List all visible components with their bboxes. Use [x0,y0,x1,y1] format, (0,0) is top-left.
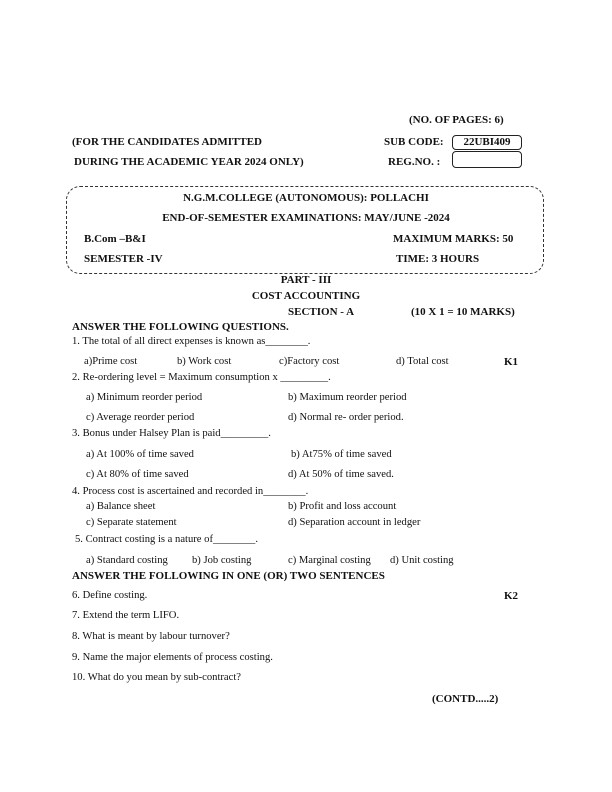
question-7: 7. Extend the term LIFO. [72,610,180,621]
exam-title: END-OF-SEMESTER EXAMINATIONS: MAY/JUNE -2024 [162,212,450,224]
exam-time: TIME: 3 HOURS [396,253,480,265]
sub-code-label: SUB CODE: [384,136,444,148]
programme: B.Com –B&I [84,233,146,245]
reg-no-label: REG.NO. : [388,156,441,168]
question-3: 3. Bonus under Halsey Plan is paid_________. [72,428,271,439]
question-6: 6. Define costing. [72,590,148,601]
max-marks: MAXIMUM MARKS: 50 [393,233,514,245]
q1-option-c: c)Factory cost [279,356,340,367]
q4-option-b: b) Profit and loss account [288,501,397,512]
question-10: 10. What do you mean by sub-contract? [72,672,241,683]
q4-option-a: a) Balance sheet [86,501,156,512]
q3-option-b: b) At75% of time saved [291,449,392,460]
section-a1-instruction: ANSWER THE FOLLOWING QUESTIONS. [72,321,289,333]
part-wrap [0,274,612,286]
q5-option-c: c) Marginal costing [288,555,371,566]
q4-option-c: c) Separate statement [86,517,177,528]
question-1: 1. The total of all direct expenses is known as________. [72,336,311,347]
semester: SEMESTER -IV [84,253,163,265]
subject-wrap [0,290,612,302]
question-8: 8. What is meant by labour turnover? [72,631,230,642]
page-count: (NO. OF PAGES: 6) [409,114,504,126]
admitted-note-line1: (FOR THE CANDIDATES ADMITTED [72,136,262,148]
question-9: 9. Name the major elements of process costing. [72,652,273,663]
section-title: SECTION - A [288,306,355,318]
sub-code-box: 22UBI409 [452,135,522,150]
q4-option-d: d) Separation account in ledger [288,517,421,528]
continued-note: (CONTD.....2) [432,693,499,705]
q5-option-b: b) Job costing [192,555,252,566]
q2-option-b: b) Maximum reorder period [288,392,407,403]
q5-option-d: d) Unit costing [390,555,454,566]
q3-option-a: a) At 100% of time saved [86,449,194,460]
subject-title: COST ACCOUNTING [251,290,361,302]
q2-option-c: c) Average reorder period [86,412,195,423]
question-2: 2. Re-ordering level = Maximum consumption x _________. [72,372,331,383]
question-4: 4. Process cost is ascertained and recorded in________. [72,486,309,497]
section-a2-instruction: ANSWER THE FOLLOWING IN ONE (OR) TWO SENTENCES [72,570,385,582]
k2-level: K2 [504,590,519,602]
college-name-wrap [0,192,612,204]
q3-option-d: d) At 50% of time saved. [288,469,394,480]
q3-option-c: c) At 80% of time saved [86,469,189,480]
admitted-note-line2: DURING THE ACADEMIC YEAR 2024 ONLY) [74,156,304,168]
q1-option-d: d) Total cost [396,356,449,367]
k1-level: K1 [504,356,519,368]
q1-option-a: a)Prime cost [84,356,138,367]
part-title: PART - III [280,274,332,286]
section-marks: (10 X 1 = 10 MARKS) [411,306,515,318]
q2-option-d: d) Normal re- order period. [288,412,404,423]
q2-option-a: a) Minimum reorder period [86,392,203,403]
q5-option-a: a) Standard costing [86,555,168,566]
reg-no-field[interactable] [452,151,522,168]
exam-title-wrap [0,212,612,224]
q1-option-b: b) Work cost [177,356,232,367]
question-5: 5. Contract costing is a nature of________. [75,534,259,545]
college-name: N.G.M.COLLEGE (AUTONOMOUS): POLLACHI [183,192,429,204]
